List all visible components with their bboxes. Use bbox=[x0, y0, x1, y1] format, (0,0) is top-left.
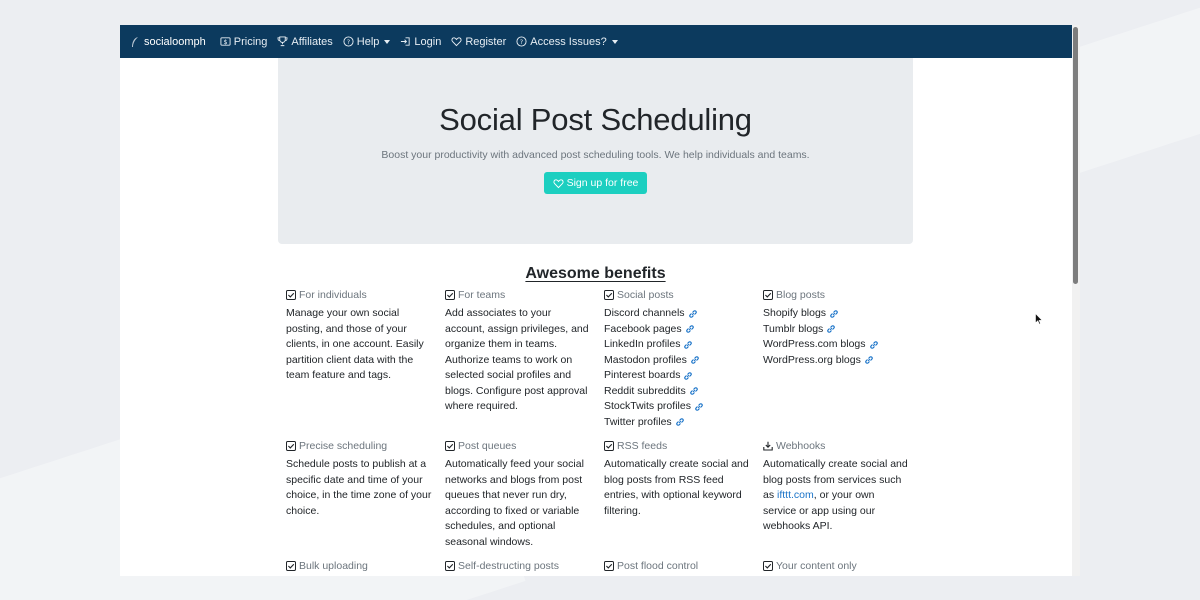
benefit-title bbox=[445, 439, 592, 453]
nav-access-issues-dropdown[interactable] bbox=[516, 36, 617, 48]
check-square-icon bbox=[445, 441, 455, 451]
svg-text:$: $ bbox=[223, 38, 228, 47]
nav-affiliates[interactable] bbox=[277, 36, 332, 48]
benefit-title-text: Social posts bbox=[617, 289, 674, 301]
ifttt-link[interactable]: ifttt.com bbox=[777, 489, 814, 501]
nav-help-dropdown[interactable] bbox=[343, 36, 391, 48]
benefit-title-text: For individuals bbox=[299, 289, 367, 301]
list-item: Twitter profiles bbox=[604, 415, 751, 431]
nav-pricing[interactable] bbox=[220, 36, 268, 48]
check-square-icon bbox=[286, 561, 296, 571]
hero-subtitle: Boost your productivity with advanced post scheduling tools. We help individuals and teams. bbox=[381, 149, 810, 161]
benefit-title-text: Webhooks bbox=[776, 440, 826, 452]
trophy-icon bbox=[277, 36, 288, 47]
benefit-webhooks bbox=[763, 439, 922, 559]
benefit-title bbox=[604, 559, 751, 573]
check-square-icon bbox=[604, 290, 614, 300]
list-item: Tumblr blogs bbox=[763, 322, 910, 338]
link-icon[interactable] bbox=[675, 417, 685, 427]
check-square-icon bbox=[445, 290, 455, 300]
benefit-social-posts bbox=[604, 288, 763, 439]
benefit-title bbox=[286, 559, 433, 573]
browser-viewport bbox=[120, 25, 1080, 576]
benefit-title bbox=[604, 439, 751, 453]
nav-help-label: Help bbox=[356, 35, 380, 48]
benefit-for-teams bbox=[445, 288, 604, 439]
benefits-grid bbox=[286, 288, 926, 573]
link-icon[interactable] bbox=[690, 355, 700, 365]
chevron-down-icon bbox=[612, 40, 618, 44]
benefit-title-text: Blog posts bbox=[776, 289, 826, 301]
benefit-title bbox=[286, 288, 433, 302]
list-item: StockTwits profiles bbox=[604, 399, 751, 415]
list-item: Mastodon profiles bbox=[604, 353, 751, 369]
nav-register[interactable] bbox=[451, 36, 506, 48]
benefit-title bbox=[604, 288, 751, 302]
benefit-title-text: Self-destructing posts bbox=[458, 560, 559, 572]
link-icon[interactable] bbox=[685, 324, 695, 334]
svg-text:?: ? bbox=[346, 37, 350, 46]
list-item: Shopify blogs bbox=[763, 306, 910, 322]
benefit-title bbox=[763, 439, 910, 453]
question-circle-icon bbox=[343, 36, 354, 47]
benefit-description: Schedule posts to publish at a specific date and time of your choice, in the time zone of your choice. bbox=[286, 458, 432, 517]
login-icon bbox=[400, 36, 411, 47]
benefit-title bbox=[445, 559, 592, 573]
nav-affiliates-label: Affiliates bbox=[291, 35, 333, 48]
download-tray-icon bbox=[763, 441, 773, 451]
top-navbar bbox=[120, 25, 1072, 58]
nav-register-label: Register bbox=[465, 35, 507, 48]
benefit-title-text: Your content only bbox=[776, 560, 857, 572]
benefit-title-text: Bulk uploading bbox=[299, 560, 368, 572]
heart-icon bbox=[553, 178, 564, 189]
link-icon[interactable] bbox=[683, 371, 693, 381]
benefit-description: Manage your own social posting, and those of your clients, in one account. Easily partition client data with the team feature and tags. bbox=[286, 307, 424, 381]
link-icon[interactable] bbox=[688, 309, 698, 319]
benefit-post-queues bbox=[445, 439, 604, 559]
benefits-title: Awesome benefits bbox=[525, 265, 666, 282]
signup-button-label: Sign up for free bbox=[566, 177, 639, 189]
nav-login[interactable] bbox=[400, 36, 441, 48]
brand-link[interactable] bbox=[130, 36, 206, 48]
check-square-icon bbox=[604, 441, 614, 451]
check-square-icon bbox=[445, 561, 455, 571]
benefit-title-text: Post flood control bbox=[617, 560, 699, 572]
signup-button[interactable] bbox=[544, 172, 648, 194]
dollar-icon bbox=[220, 36, 231, 47]
check-square-icon bbox=[763, 561, 773, 571]
social-network-list bbox=[604, 306, 751, 430]
list-item: WordPress.com blogs bbox=[763, 337, 910, 353]
chevron-down-icon bbox=[384, 40, 390, 44]
benefit-bulk-uploading bbox=[286, 559, 445, 573]
link-icon[interactable] bbox=[826, 324, 836, 334]
benefit-title bbox=[763, 559, 910, 573]
heart-icon bbox=[451, 36, 462, 47]
feather-icon bbox=[130, 36, 140, 48]
list-item: Reddit subreddits bbox=[604, 384, 751, 400]
nav-login-label: Login bbox=[414, 35, 442, 48]
link-icon[interactable] bbox=[869, 340, 879, 350]
list-item: Pinterest boards bbox=[604, 368, 751, 384]
link-icon[interactable] bbox=[694, 402, 704, 412]
benefit-description: Add associates to your account, assign privileges, and organize them in teams. Authorize teams to work on selected social profiles and blogs. Configure post approval where required. bbox=[445, 307, 589, 412]
benefit-self-destructing-posts bbox=[445, 559, 604, 573]
nav-pricing-label: Pricing bbox=[233, 35, 268, 48]
benefit-title-text: Precise scheduling bbox=[299, 440, 388, 452]
link-icon[interactable] bbox=[683, 340, 693, 350]
benefit-precise-scheduling bbox=[286, 439, 445, 559]
benefit-post-flood-control bbox=[604, 559, 763, 573]
hero-section bbox=[278, 58, 913, 244]
scrollbar-thumb[interactable] bbox=[1073, 27, 1078, 284]
check-square-icon bbox=[286, 290, 296, 300]
list-item: Discord channels bbox=[604, 306, 751, 322]
benefit-for-individuals bbox=[286, 288, 445, 439]
hero-title: Social Post Scheduling bbox=[439, 102, 752, 137]
benefit-blog-posts bbox=[763, 288, 922, 439]
list-item: LinkedIn profiles bbox=[604, 337, 751, 353]
benefit-description: Automatically feed your social networks and blogs from post queues that never run dry, according to fixed or variable schedules, and optional seasonal windows. bbox=[445, 458, 584, 548]
link-icon[interactable] bbox=[864, 355, 874, 365]
benefit-rss-feeds bbox=[604, 439, 763, 559]
check-square-icon bbox=[286, 441, 296, 451]
svg-text:?: ? bbox=[520, 37, 524, 46]
question-circle-icon bbox=[516, 36, 527, 47]
benefit-your-content-only bbox=[763, 559, 922, 573]
benefit-description: Automatically create social and blog posts from RSS feed entries, with optional keyword filtering. bbox=[604, 458, 749, 517]
benefit-description: Automatically create social and blog posts from services such as ifttt.com, or your own service or app using our webhooks API. bbox=[763, 458, 908, 532]
benefit-title bbox=[286, 439, 433, 453]
blog-platform-list bbox=[763, 306, 910, 368]
benefit-title-text: RSS feeds bbox=[617, 440, 668, 452]
link-icon[interactable] bbox=[829, 309, 839, 319]
list-item: WordPress.org blogs bbox=[763, 353, 910, 369]
benefit-title-text: For teams bbox=[458, 289, 506, 301]
link-icon[interactable] bbox=[689, 386, 699, 396]
benefit-title bbox=[763, 288, 910, 302]
brand-name: socialoomph bbox=[144, 35, 206, 48]
vertical-scrollbar[interactable] bbox=[1072, 25, 1080, 576]
benefit-title bbox=[445, 288, 592, 302]
check-square-icon bbox=[604, 561, 614, 571]
benefit-title-text: Post queues bbox=[458, 440, 517, 452]
check-square-icon bbox=[763, 290, 773, 300]
mouse-cursor-icon bbox=[1035, 313, 1043, 325]
list-item: Facebook pages bbox=[604, 322, 751, 338]
nav-access-issues-label: Access Issues? bbox=[530, 35, 607, 48]
